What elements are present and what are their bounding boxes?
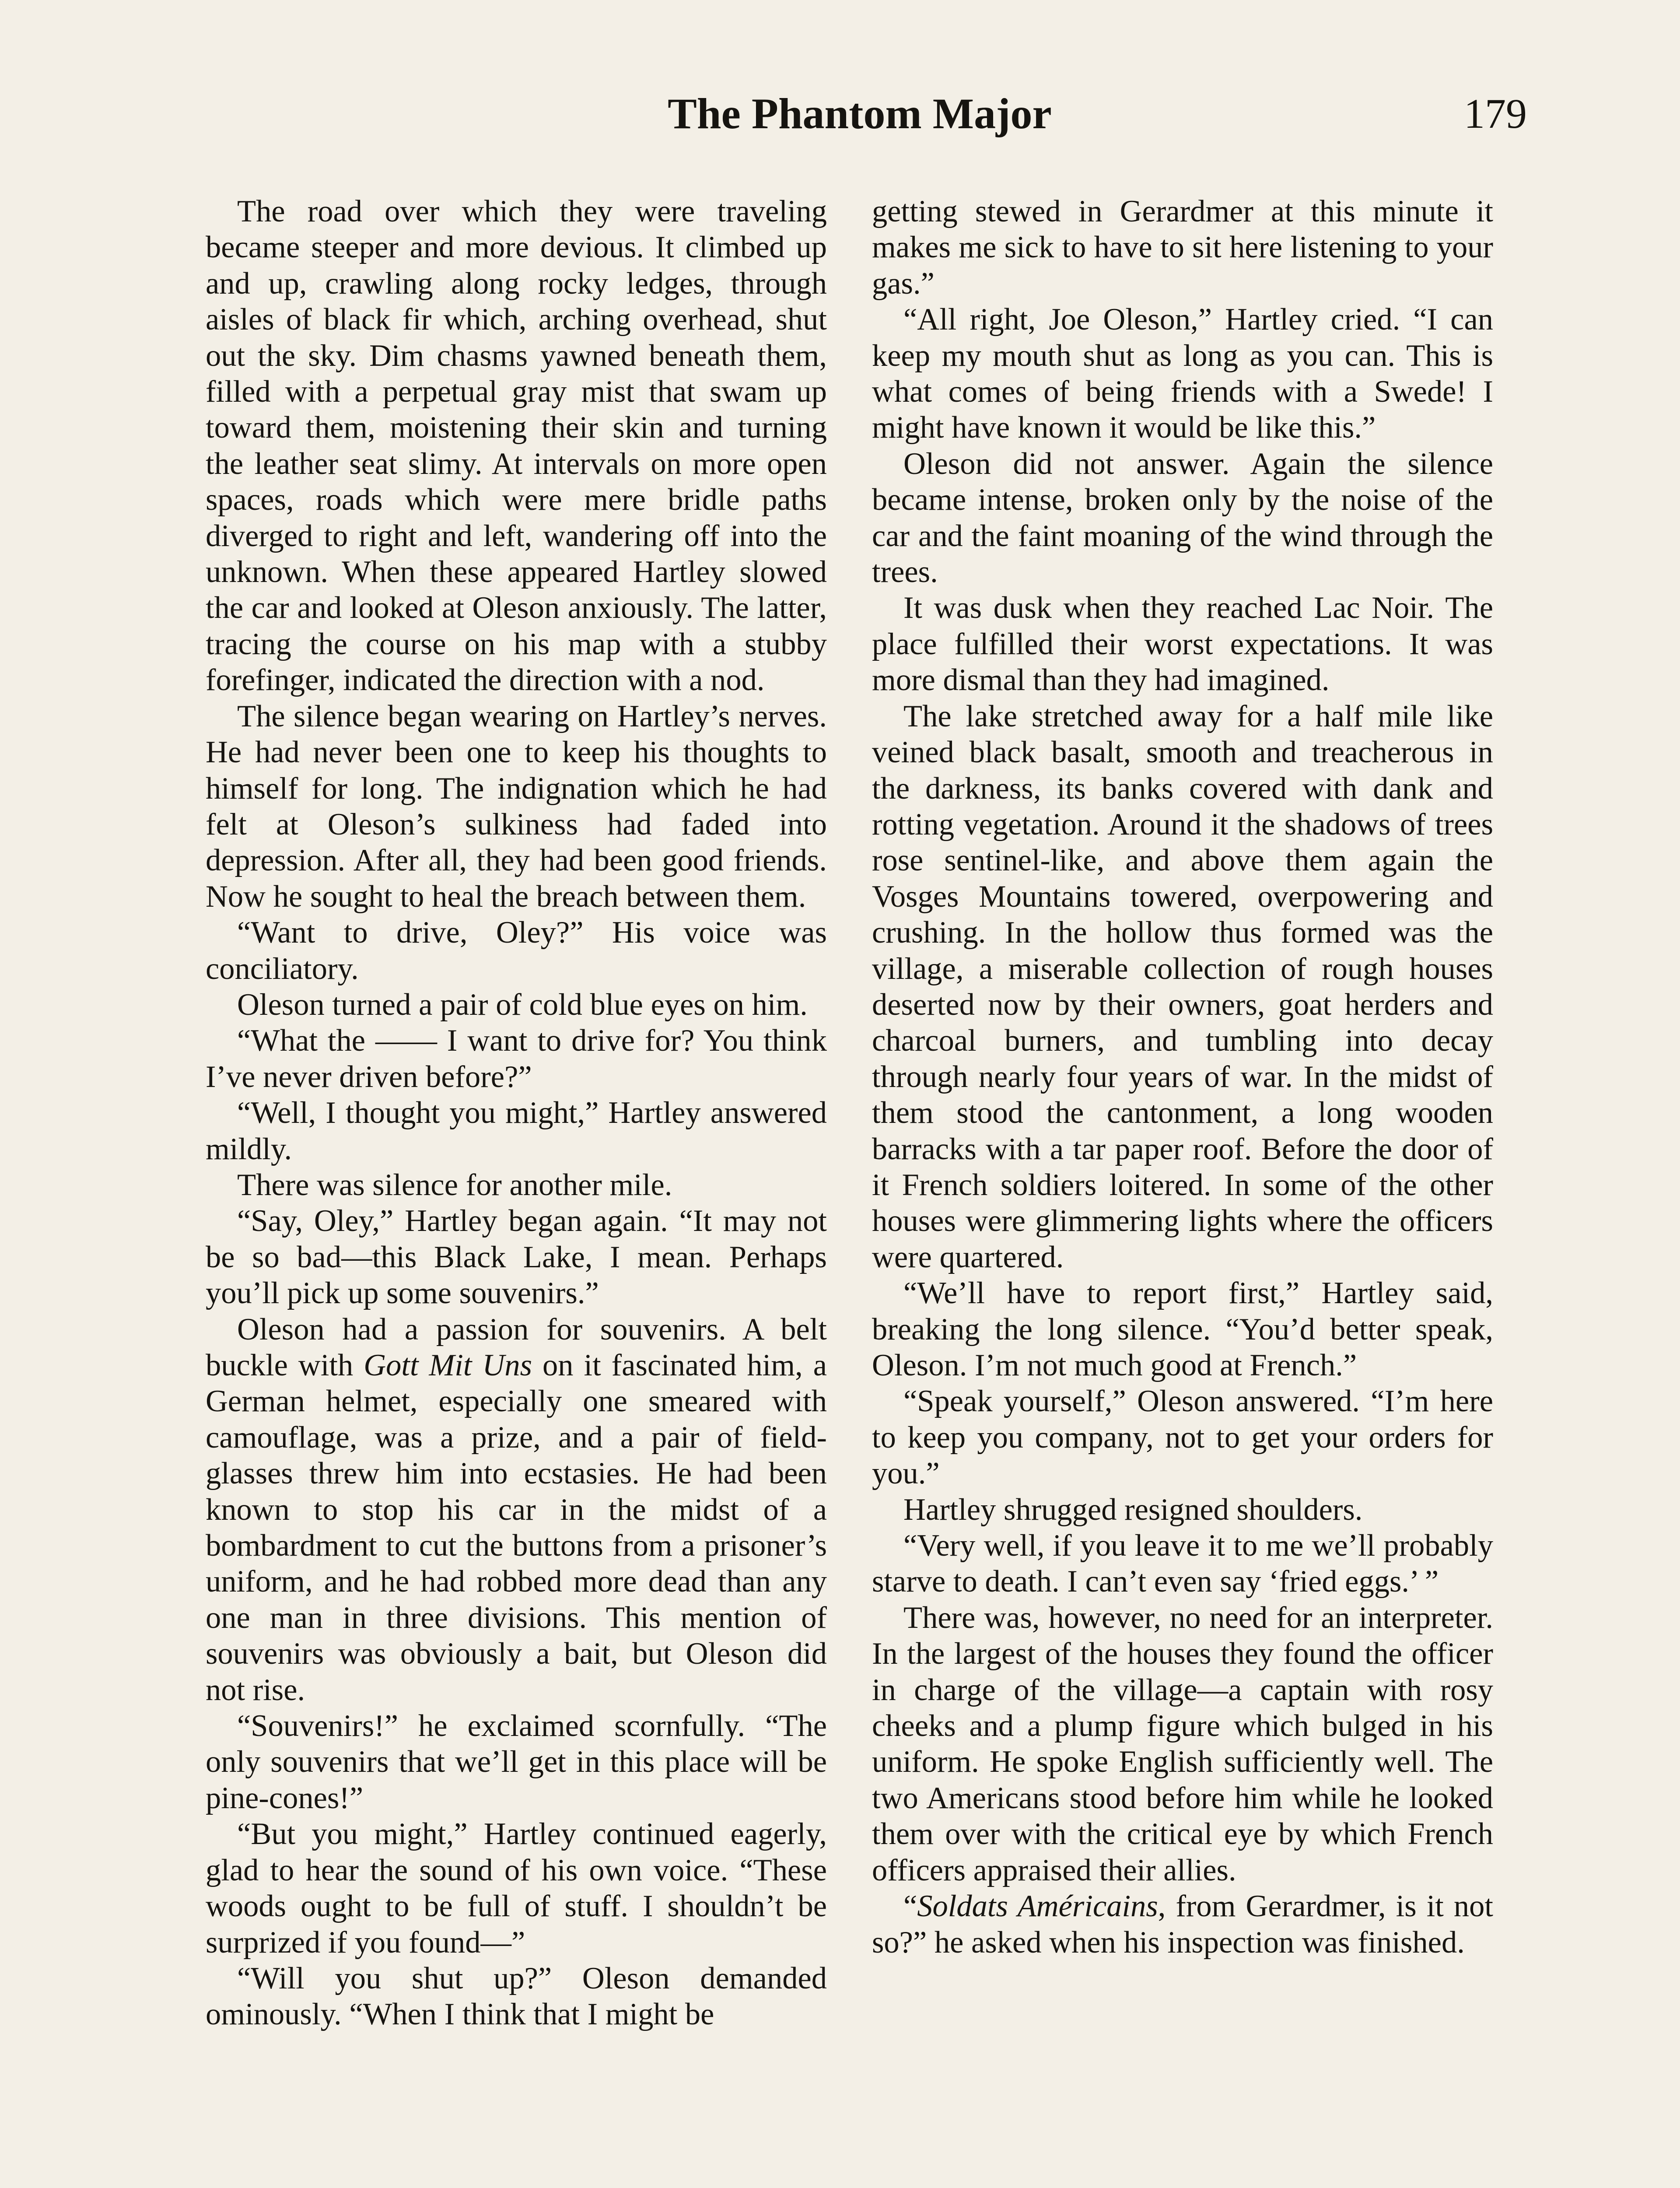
paragraph: Hartley shrugged resigned shoulders. xyxy=(903,1492,1363,1527)
paragraph: “All right, Joe Oleson,” Hartley cried. “I can keep my mouth shut as long as you can. This is what comes of being friends with a Swede! I might have known it would be like this.” xyxy=(872,302,1493,445)
paragraph: The silence began wearing on Hartley’s nerves. He had never been one to keep his thoughts to himself for long. The indignation which he had felt at Oleson’s sulkiness had faded into depression. After all, they had been good friends. Now he sought to heal the breach between them. xyxy=(206,699,827,914)
paragraph xyxy=(206,1311,827,1708)
paragraph: “Well, I thought you might,” Hartley answered mildly. xyxy=(206,1096,827,1166)
paragraph: The lake stretched away for a half mile like veined black basalt, smooth and treacherous in the darkness, its banks covered with dank and rotting vegetation. Around it the shadows of trees rose sentinel-like, and above them again the Vosges Mountains towered, overpowering and crushing. In the hollow thus formed was the village, a miserable collection of rough houses deserted now by their owners, goat herders and charcoal burners, and tumbling into decay through nearly four years of war. In the midst of them stood the cantonment, a long wooden barracks with a tar paper roof. Before the door of it French soldiers loitered. In some of the other houses were glimmering lights where the officers were quartered. xyxy=(872,699,1493,1274)
paragraph-text: “ xyxy=(903,1889,917,1924)
paragraph: “Souvenirs!” he exclaimed scornfully. “The only souvenirs that we’ll get in this place will be pine-cones!” xyxy=(206,1709,827,1815)
page-number: 179 xyxy=(1464,90,1527,137)
paragraph: “Want to drive, Oley?” His voice was conciliatory. xyxy=(206,915,827,986)
paragraph: “What the —— I want to drive for? You think I’ve never driven before?” xyxy=(206,1024,827,1094)
paragraph: It was dusk when they reached Lac Noir. The place fulfilled their worst expectations. It was more dismal than they had imagined. xyxy=(872,591,1493,698)
paragraph: Oleson did not answer. Again the silence became intense, broken only by the noise of the car and the faint moaning of the wind through the trees. xyxy=(872,446,1493,589)
paragraph-text: on it fascinated him, a German helmet, especially one smeared with camouflage, was a prize, and a pair of field-glasses threw him into ecstasies. He had been known to stop his car in the midst of a bombardment to cut the buttons from a prisoner’s uniform, and he had robbed more dead than any one man in three divisions. This mention of souvenirs was obviously a bait, but Oleson did not rise. xyxy=(206,1348,827,1707)
paragraph: There was silence for another mile. xyxy=(237,1168,672,1202)
italic-phrase: Soldats Américains xyxy=(917,1889,1158,1924)
paragraph: “We’ll have to report first,” Hartley said, breaking the long silence. “You’d better speak, Oleson. I’m not much good at French.” xyxy=(872,1276,1493,1382)
italic-phrase: Gott Mit Uns xyxy=(364,1348,532,1382)
paragraph xyxy=(872,1888,1493,1960)
paragraph: “Will you shut up?” Oleson demanded ominously. “When I think that I might be xyxy=(206,1961,827,2032)
paragraph: “Say, Oley,” Hartley began again. “It may not be so bad—this Black Lake, I mean. Perhaps you’ll pick up some souvenirs.” xyxy=(206,1204,827,1311)
paragraph-text: Oleson had a passion for souvenirs. A belt buckle with xyxy=(206,1312,827,1382)
paragraph: “Speak yourself,” Oleson answered. “I’m here to keep you company, not to get your orders for you.” xyxy=(872,1384,1493,1491)
paragraph: The road over which they were traveling became steeper and more devious. It climbed up and up, crawling along rocky ledges, through aisles of black fir which, arching overhead, shut out the sky. Dim chasms yawned beneath them, filled with a perpetual gray mist that swam up toward them, moistening their skin and turning the leather seat slimy. At intervals on more open spaces, roads which were mere bridle paths diverged to right and left, wandering off into the unknown. When these appeared Hartley slowed the car and looked at Oleson anxiously. The latter, tracing the course on his map with a stubby forefinger, indicated the direction with a nod. xyxy=(206,194,827,698)
paragraph: There was, however, no need for an interpreter. In the largest of the houses they found the officer in charge of the village—a captain with rosy cheeks and a plump figure which bulged in his uniform. He spoke English sufficiently well. The two Americans stood before him while he looked them over with the critical eye by which French officers appraised their allies. xyxy=(872,1600,1493,1887)
paragraph: “Very well, if you leave it to me we’ll probably starve to death. I can’t even say ‘fried eggs.’ ” xyxy=(872,1529,1493,1599)
running-title: The Phantom Major xyxy=(668,89,1052,138)
right-column xyxy=(872,193,1493,1960)
left-column xyxy=(206,193,827,2033)
paragraph-text: , from Gerardmer, is it not so?” he asked when his inspection was finished. xyxy=(872,1889,1493,1960)
paragraph: “But you might,” Hartley continued eagerly, glad to hear the sound of his own voice. “These woods ought to be full of stuff. I shouldn’t be surprized if you found—” xyxy=(206,1817,827,1960)
page-header xyxy=(0,85,1680,142)
paragraph: getting stewed in Gerardmer at this minute it makes me sick to have to sit here listening to your gas.” xyxy=(872,194,1493,301)
paragraph: Oleson turned a pair of cold blue eyes on him. xyxy=(237,987,808,1022)
